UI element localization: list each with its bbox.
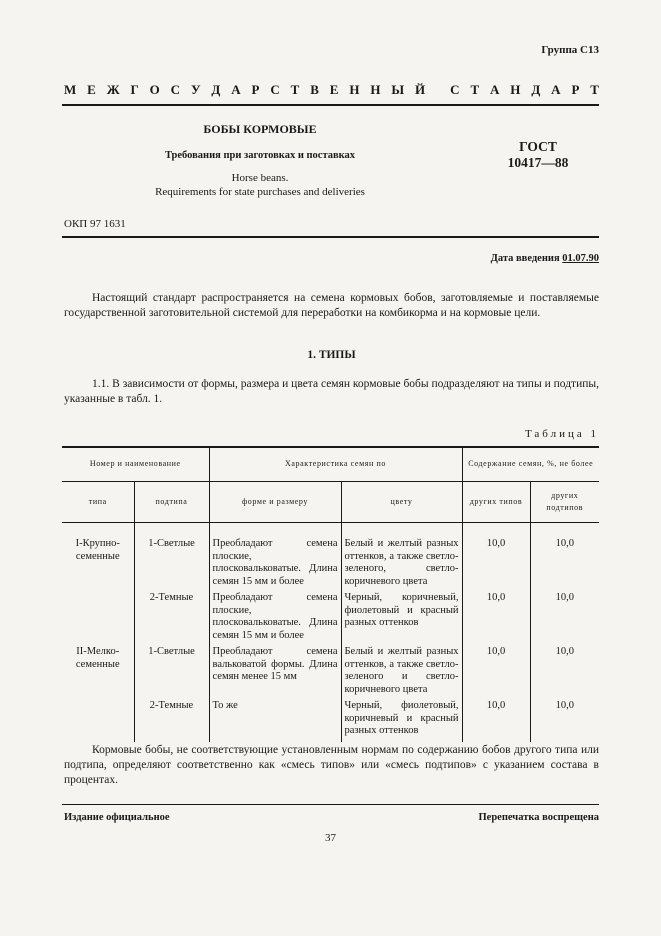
cell-other-subtypes: 10,0	[530, 700, 599, 742]
header-other-types: других типов	[462, 482, 530, 523]
header-other-subtypes: других подтипов	[530, 482, 599, 523]
cell-subtype: 2-Темные	[134, 700, 209, 742]
heading-letter: Ы	[391, 82, 405, 97]
date-label: Дата введения	[490, 253, 560, 264]
cell-other-subtypes: 10,0	[530, 646, 599, 700]
english-title-line1: Horse beans.	[231, 172, 289, 184]
clause-1-1: 1.1. В зависимости от формы, размера и цвета семян кормовые бобы подразделяют на типы и подтипы, указанные в табл. 1.	[64, 378, 599, 405]
cell-subtype: 1-Светлые	[134, 646, 209, 700]
heading-letter: Т	[470, 82, 480, 97]
types-table	[62, 446, 599, 742]
table-row	[62, 523, 599, 593]
cell-color: Черный, фиолетовый, коричневый и красный разных оттенков	[341, 700, 462, 742]
heading-letter: Т	[590, 82, 599, 97]
heading-letter: Е	[329, 82, 339, 97]
cell-color: Черный, коричневый, фиолетовый и красный разных оттенков	[341, 592, 462, 646]
header-color: цвету	[341, 482, 462, 523]
header-shape: форме и размеру	[209, 482, 341, 523]
header-number-name: Номер и наименование	[62, 447, 209, 482]
intro-paragraph: Настоящий стандарт распространяется на семена кормовых бобов, заготовляемые и поставляемые государственной заготовительной системой для переработки на комбикорма и на кормовые цели.	[64, 292, 599, 319]
cell-shape: Преобладают семена плоские, плосковальковатые. Длина семян 15 мм и более	[209, 592, 341, 646]
document-title: БОБЫ КОРМОВЫЕ	[203, 122, 317, 136]
cell-subtype: 2-Темные	[134, 592, 209, 646]
cell-other-types: 10,0	[462, 700, 530, 742]
table-row	[62, 592, 599, 646]
heading-letter: Р	[251, 82, 260, 97]
heading-letter: С	[170, 82, 181, 97]
header-type: типа	[62, 482, 134, 523]
interstate-standard-heading	[64, 82, 599, 98]
header-characteristic: Характеристика семян по	[209, 447, 462, 482]
date-value: 01.07.90	[562, 253, 599, 264]
cell-color: Белый и желтый разных оттенков, а также светло-зеленого, светло-коричневого цвета	[341, 523, 462, 593]
heading-letter: Н	[370, 82, 381, 97]
cell-type	[62, 700, 134, 742]
reprint-notice: Перепечатка воспрещена	[478, 812, 599, 823]
okp-rule	[62, 236, 599, 238]
heading-letter: О	[149, 82, 160, 97]
heading-letter: Т	[290, 82, 300, 97]
okp-code: ОКП 97 1631	[64, 218, 126, 230]
heading-letter: Г	[130, 82, 139, 97]
cell-other-types: 10,0	[462, 592, 530, 646]
table-row	[62, 646, 599, 700]
official-edition: Издание официальное	[64, 812, 170, 823]
heading-letter: У	[190, 82, 201, 97]
heading-letter: Д	[531, 82, 541, 97]
cell-type	[62, 592, 134, 646]
heading-letter: Р	[571, 82, 580, 97]
document-subtitle: Требования при заготовках и поставках	[164, 150, 356, 161]
after-table-paragraph: Кормовые бобы, не соответствующие установленным нормам по содержанию бобов другого типа или подтипа, определяют соответственно как «смесь типов» или «смесь подтипов» с указанием состава в процентах.	[64, 744, 599, 786]
cell-other-subtypes: 10,0	[530, 523, 599, 593]
heading-letter: Н	[349, 82, 360, 97]
cell-other-subtypes: 10,0	[530, 592, 599, 646]
heading-letter: С	[450, 82, 460, 97]
cell-type: II-Мелко-семенные	[62, 646, 134, 700]
cell-subtype: 1-Светлые	[134, 523, 209, 593]
group-code: Группа С13	[541, 44, 599, 56]
introduction-date	[491, 253, 599, 264]
heading-letter	[436, 82, 439, 98]
heading-letter: Е	[87, 82, 96, 97]
cell-shape: Преобладают семена плоские, плосковальковатые. Длина семян 15 мм и более	[209, 523, 341, 593]
table-caption: Таблица 1	[524, 428, 599, 440]
heading-letter: М	[64, 82, 77, 97]
heading-letter: А	[231, 82, 241, 97]
heading-letter: Н	[510, 82, 521, 97]
heading-letter: А	[551, 82, 561, 97]
header-rule	[62, 104, 599, 106]
cell-shape: То же	[209, 700, 341, 742]
heading-letter: А	[490, 82, 500, 97]
cell-shape: Преобладают семена вальковатой формы. Длина семян менее 15 мм	[209, 646, 341, 700]
english-title-line2: Requirements for state purchases and deliveries	[155, 186, 365, 198]
heading-letter: Д	[211, 82, 221, 97]
header-subtype: подтипа	[134, 482, 209, 523]
cell-other-types: 10,0	[462, 523, 530, 593]
gost-designation	[498, 139, 578, 171]
heading-letter: С	[270, 82, 280, 97]
gost-number: 10417—88	[507, 155, 569, 170]
cell-other-types: 10,0	[462, 646, 530, 700]
section-title: 1. ТИПЫ	[307, 349, 356, 361]
cell-type: I-Крупно-семенные	[62, 523, 134, 593]
header-content: Содержание семян, %, не более	[462, 447, 599, 482]
heading-letter: В	[310, 82, 319, 97]
cell-color: Белый и желтый разных оттенков, а также светло-зеленого и светло-коричневого цвета	[341, 646, 462, 700]
heading-letter: Ж	[106, 82, 120, 97]
gost-label: ГОСТ	[519, 139, 557, 154]
footer-rule	[62, 804, 599, 805]
table-row	[62, 700, 599, 742]
page-number: 37	[325, 832, 336, 844]
heading-letter: Й	[415, 82, 426, 97]
